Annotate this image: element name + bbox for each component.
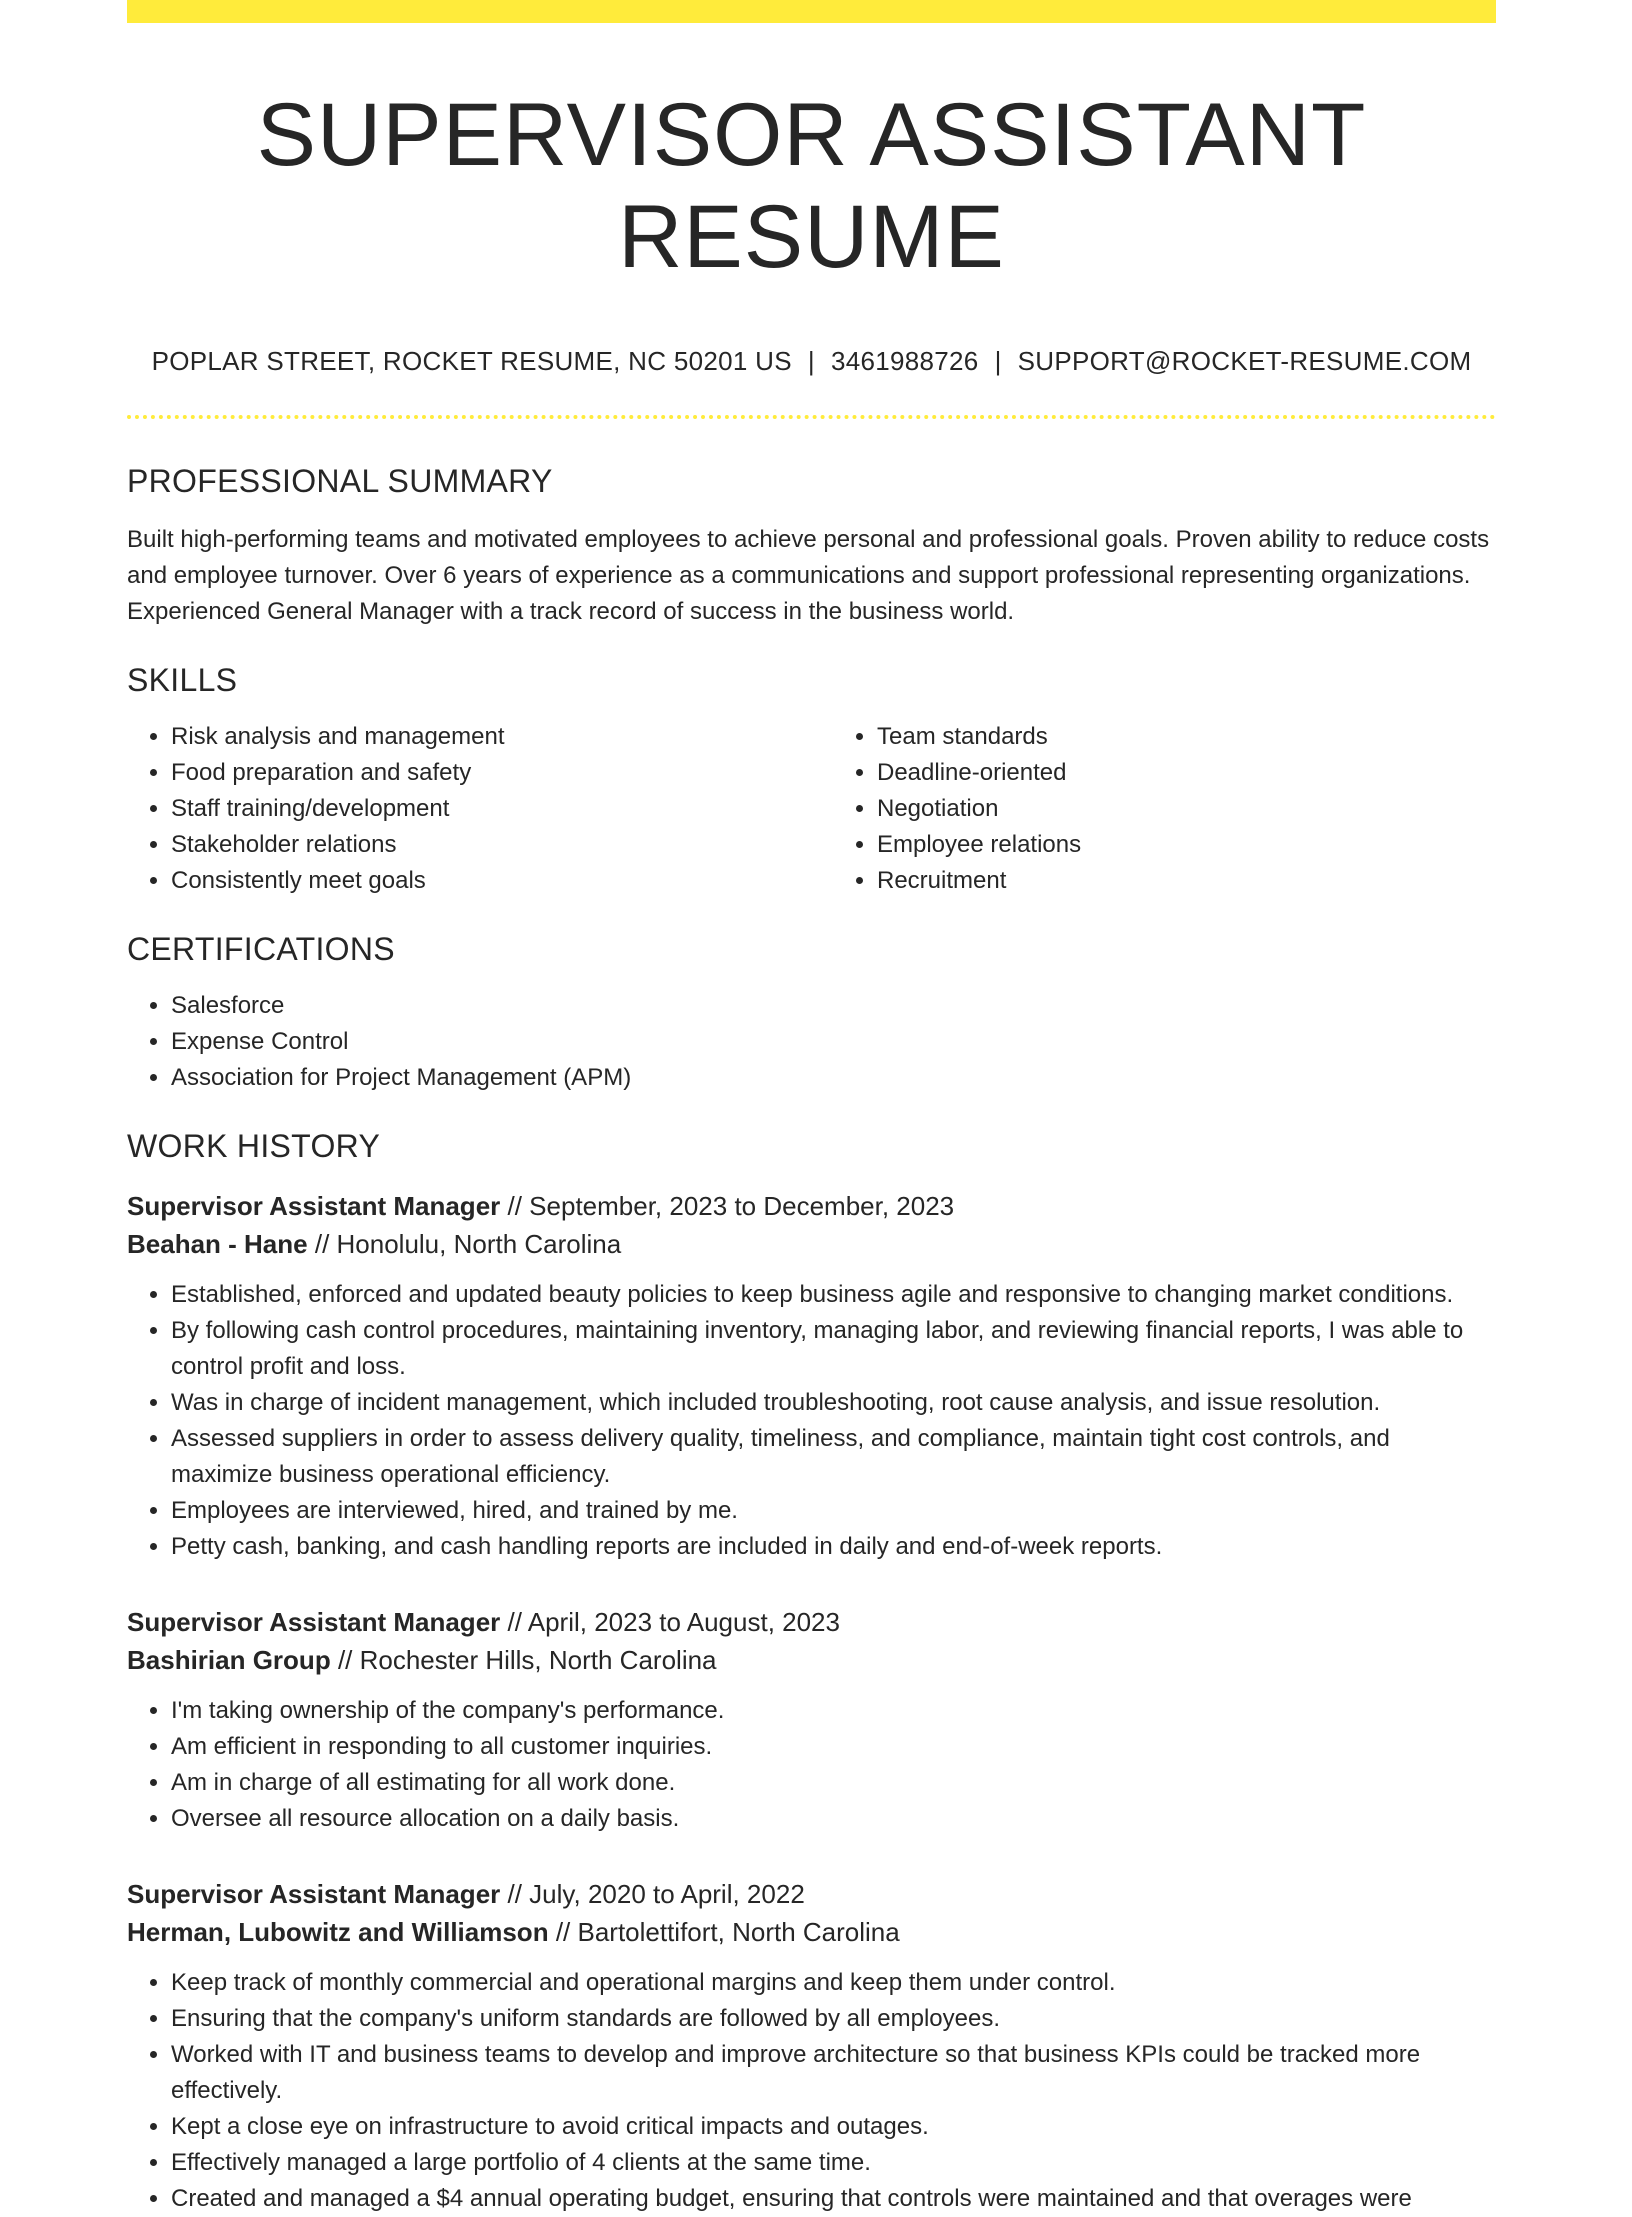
job-dates: // September, 2023 to December, 2023 [507,1190,955,1221]
top-accent-bar [127,0,1496,23]
job-entry [127,1603,1496,1837]
contact-line [127,346,1496,377]
certifications-list [127,988,1496,1096]
skills-section [127,662,1496,899]
summary-section [127,463,1496,630]
skills-list-left [127,719,805,899]
skills-list-right [805,719,1511,899]
work-history-heading: WORK HISTORY [127,1127,381,1164]
job-bullet: • I'm taking ownership of the company's performance. [171,1693,1496,1729]
contact-separator: | [807,345,815,376]
certification-item: • Expense Control [171,1024,1496,1060]
job-title: Supervisor Assistant Manager [127,1190,501,1221]
job-bullet: • Kept a close eye on infrastructure to avoid critical impacts and outages. [171,2109,1496,2145]
job-company: Beahan - Hane [127,1228,308,1259]
certifications-section [127,931,1496,1096]
skill-item: • Consistently meet goals [171,863,805,899]
phone-text: 3461988726 [830,345,979,376]
job-bullet: • Employees are interviewed, hired, and trained by me. [171,1493,1496,1529]
skills-heading: SKILLS [127,661,238,698]
certification-item: • Association for Project Management (APM) [171,1060,1496,1096]
skill-item: • Food preparation and safety [171,755,805,791]
skill-item: • Team standards [877,719,1511,755]
skill-item: • Deadline-oriented [877,755,1511,791]
job-bullets [127,1965,1496,2217]
job-bullet: • Ensuring that the company's uniform standards are followed by all employees. [171,2001,1496,2037]
skill-item: • Employee relations [877,827,1511,863]
job-bullet: • Am efficient in responding to all customer inquiries. [171,1729,1496,1765]
job-title-line [127,1875,1496,1913]
header-divider [127,415,1496,419]
job-location: // Honolulu, North Carolina [314,1228,622,1259]
job-bullets [127,1693,1496,1837]
certifications-heading: CERTIFICATIONS [127,930,395,967]
skill-item: • Stakeholder relations [171,827,805,863]
job-bullet: • Petty cash, banking, and cash handling reports are included in daily and end-of-week reports. [171,1529,1496,1565]
summary-text: Built high-performing teams and motivated employees to achieve personal and professional goals. Proven ability to reduce costs and employee turnover. Over 6 years of experience as a communications and support professional representing organizations. Experienced General Manager with a track record of success in the business world. [127,525,1490,625]
job-bullet: • Oversee all resource allocation on a daily basis. [171,1801,1496,1837]
job-title: Supervisor Assistant Manager [127,1878,501,1909]
job-bullet: • Was in charge of incident management, which included troubleshooting, root cause analysis, and issue resolution. [171,1385,1496,1421]
resume-title: SUPERVISOR ASSISTANT RESUME [256,84,1367,287]
job-bullet: • Keep track of monthly commercial and operational margins and keep them under control. [171,1965,1496,2001]
job-title: Supervisor Assistant Manager [127,1606,501,1637]
job-bullet: • By following cash control procedures, maintaining inventory, managing labor, and reviewing financial reports, I was able to control profit and loss. [171,1313,1496,1385]
job-company: Herman, Lubowitz and Williamson [127,1916,549,1947]
contact-separator: | [994,345,1002,376]
skills-grid [127,719,1496,899]
job-bullet: • Assessed suppliers in order to assess delivery quality, timeliness, and compliance, maintain tight cost controls, and maximize business operational efficiency. [171,1421,1496,1493]
address-text: POPLAR STREET, ROCKET RESUME, NC 50201 US [151,345,792,376]
job-title-line [127,1603,1496,1641]
job-company-line [127,1225,1496,1263]
job-entry [127,1187,1496,1565]
job-bullet: • Worked with IT and business teams to develop and improve architecture so that business KPIs could be tracked more effectively. [171,2037,1496,2109]
certification-item: • Salesforce [171,988,1496,1024]
skill-item: • Recruitment [877,863,1511,899]
skill-item: • Negotiation [877,791,1511,827]
job-company-line [127,1641,1496,1679]
skill-item: • Staff training/development [171,791,805,827]
job-bullet: • Effectively managed a large portfolio of 4 clients at the same time. [171,2145,1496,2181]
job-title-line [127,1187,1496,1225]
job-location: // Bartolettifort, North Carolina [555,1916,900,1947]
job-entry [127,1875,1496,2217]
job-dates: // July, 2020 to April, 2022 [507,1878,805,1909]
job-location: // Rochester Hills, North Carolina [337,1644,717,1675]
job-dates: // April, 2023 to August, 2023 [507,1606,840,1637]
skill-item: • Risk analysis and management [171,719,805,755]
job-company: Bashirian Group [127,1644,331,1675]
email-text: SUPPORT@ROCKET-RESUME.COM [1017,345,1472,376]
job-bullet: • Am in charge of all estimating for all work done. [171,1765,1496,1801]
resume-page [127,0,1496,2217]
job-company-line [127,1913,1496,1951]
summary-heading: PROFESSIONAL SUMMARY [127,462,553,499]
work-history-section [127,1128,1496,2217]
job-bullet: • Created and managed a $4 annual operating budget, ensuring that controls were maintained and that overages were [171,2181,1496,2217]
job-bullets [127,1277,1496,1565]
job-bullet: • Established, enforced and updated beauty policies to keep business agile and responsive to changing market conditions. [171,1277,1496,1313]
